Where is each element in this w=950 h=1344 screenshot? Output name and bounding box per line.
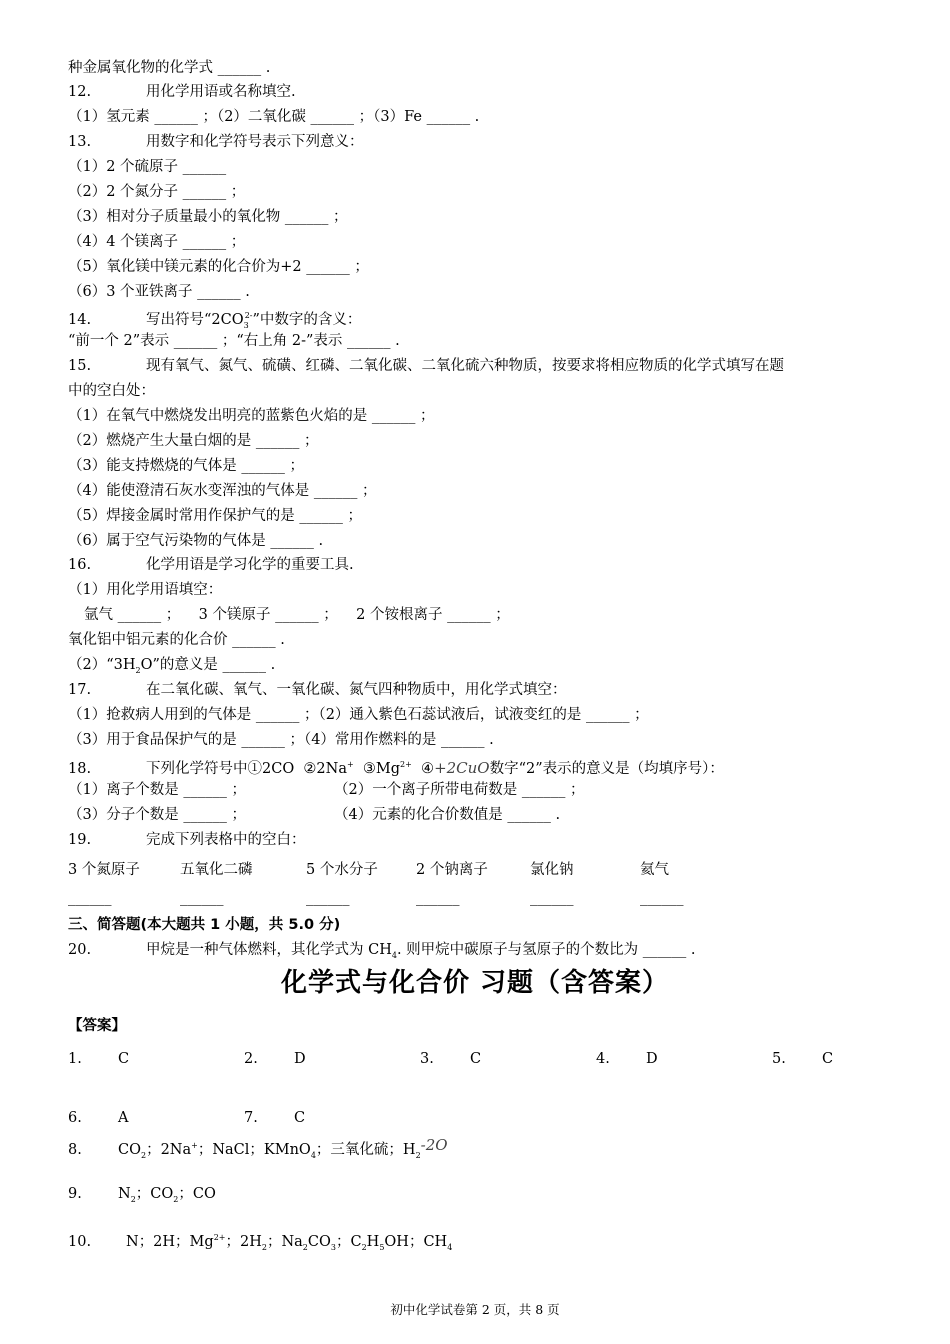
answer-value: C: [294, 1110, 306, 1126]
question-16-item-2: [68, 655, 275, 681]
question-number: 17.: [68, 682, 92, 698]
question-number: 13.: [68, 134, 92, 150]
answer-text: ；CO: [178, 1186, 216, 1202]
question-text: ④: [411, 761, 435, 777]
answer-text: ；C: [335, 1234, 362, 1250]
page-footer: 初中化学试卷第 2 页，共 8 页: [390, 1302, 560, 1317]
answer-label: 【答案】: [68, 1018, 126, 1034]
question-number: 12.: [68, 84, 92, 100]
answer-number: 2.: [244, 1051, 258, 1067]
answer-8: [68, 1136, 448, 1160]
question-13: [68, 132, 364, 152]
superscript: 2+: [213, 1233, 226, 1242]
table-blank-cell: ______: [306, 890, 350, 906]
question-text: 在二氧化碳、氧气、一氧化碳、氮气四种物质中，用化学式填空：: [146, 682, 567, 698]
question-15-text-cont: 中的空白处：: [68, 383, 155, 399]
table-header-cell: 2 个钠离子: [416, 862, 488, 878]
page-title: 化学式与化合价 习题（含答案）: [280, 968, 670, 998]
answer-value: C: [470, 1051, 482, 1067]
subscript: 2: [140, 1151, 147, 1160]
answer-number: 5.: [772, 1051, 786, 1067]
subscript: 4: [391, 951, 397, 960]
superscript: 2-: [244, 311, 253, 320]
question-17-item-1: （1）抢救病人用到的气体是 ______ ；（2）通入紫色石蕊试液后，试液变红的是 ______ ；: [68, 707, 649, 723]
question-17: [68, 680, 567, 700]
answer-number: 3.: [420, 1051, 434, 1067]
answer-value: C: [118, 1051, 130, 1067]
answer-text: ；NaCl；KMnO: [197, 1142, 311, 1158]
answer-10: [68, 1230, 452, 1252]
subscript: 2: [261, 1243, 267, 1252]
answer-value: D: [294, 1051, 306, 1067]
superscript: +: [346, 760, 354, 769]
item-text: （2）“3H: [68, 657, 136, 673]
question-18-item-1: （1）离子个数是 ______ ；: [68, 782, 246, 798]
table-header-cell: 氦气: [640, 862, 669, 878]
subscript: 2: [302, 1243, 308, 1252]
question-13-item-6: （6）3 个亚铁离子 ______ .: [68, 284, 250, 300]
answer-text: ；Na: [266, 1234, 303, 1250]
subscript: 2: [415, 1151, 421, 1160]
question-15: [68, 356, 784, 376]
answer-value: A: [118, 1110, 129, 1126]
question-16-item-1: （1）用化学用语填空：: [68, 582, 223, 598]
question-18-item-3: （3）分子个数是 ______ ；: [68, 807, 246, 823]
answer-number: 4.: [596, 1051, 610, 1067]
answer-text: ；2H: [225, 1234, 262, 1250]
question-18-item-4: （4）元素的化合价数值是 ______ .: [334, 807, 561, 823]
question-13-item-2: （2）2 个氮分子 ______ ；: [68, 184, 246, 200]
superscript: 2+: [400, 760, 412, 769]
prev-question-tail: 种金属氧化物的化学式 ______ .: [68, 60, 271, 76]
answer-text: ；2Na: [146, 1142, 192, 1158]
question-text: ”中数字的含义：: [252, 312, 362, 328]
question-text: . 则甲烷中碳原子与氢原子的个数比为 ______ .: [396, 942, 696, 958]
subscript: 3: [243, 321, 249, 330]
question-text: 数字“2”表示的意义是（均填序号）：: [489, 761, 724, 777]
answer-text: H: [366, 1234, 380, 1250]
question-12: [68, 82, 296, 102]
question-number: 18.: [68, 761, 92, 777]
question-text: 现有氧气、氮气、硫磺、红磷、二氧化碳、二氧化硫六种物质，按要求将相应物质的化学式填写在题: [146, 358, 784, 374]
item-text: O”的意义是 ______ .: [140, 657, 276, 673]
subscript: 4: [310, 1151, 316, 1160]
question-12-items: （1）氢元素 ______ ；（2）二氧化碳 ______ ；（3）Fe ______ .: [68, 109, 480, 125]
question-text: 甲烷是一种气体燃料，其化学式为 CH: [146, 942, 392, 958]
answer-text: CO: [118, 1142, 141, 1158]
subscript: 3: [330, 1243, 336, 1252]
table-blank-cell: ______: [180, 890, 224, 906]
question-13-item-4: （4）4 个镁离子 ______ ；: [68, 234, 246, 250]
question-16: [68, 555, 354, 575]
answer-number: 1.: [68, 1051, 82, 1067]
question-text: 下列化学符号中①2CO ②2Na: [146, 761, 347, 777]
answer-text: OH；CH: [384, 1234, 448, 1250]
question-16-item-1b: 氧化铝中铝元素的化合价 ______ .: [68, 632, 285, 648]
answer-text: CO: [307, 1234, 331, 1250]
answer-value: C: [822, 1051, 834, 1067]
answer-number: 8.: [68, 1142, 82, 1158]
question-16-item-1a: 氩气 ______ ； 3 个镁原子 ______ ； 2 个铵根离子 ______ ；: [84, 607, 510, 623]
question-13-item-3: （3）相对分子质量最小的氧化物 ______ ；: [68, 209, 348, 225]
question-18-item-2: （2）一个离子所带电荷数是 ______ ；: [334, 782, 585, 798]
question-18: [68, 755, 724, 779]
subscript: 2: [135, 666, 141, 675]
question-number: 16.: [68, 557, 92, 573]
question-number: 14.: [68, 312, 92, 328]
question-number: 15.: [68, 358, 92, 374]
question-15-item-4: （4）能使澄清石灰水变浑浊的气体是 ______ ；: [68, 483, 377, 499]
answer-value: D: [646, 1051, 658, 1067]
answer-number: 9.: [68, 1186, 82, 1202]
subscript: 2: [173, 1195, 179, 1204]
question-text: 化学用语是学习化学的重要工具.: [146, 557, 354, 573]
question-15-item-1: （1）在氧气中燃烧发出明亮的蓝紫色火焰的是 ______ ；: [68, 408, 435, 424]
question-number: 20.: [68, 942, 92, 958]
answer-number: 10.: [68, 1234, 92, 1250]
question-text: 用数字和化学符号表示下列意义：: [146, 134, 364, 150]
table-blank-cell: ______: [530, 890, 574, 906]
superscript: +: [191, 1141, 198, 1150]
answer-9: [68, 1182, 216, 1204]
valence-formula: -2O: [420, 1136, 448, 1154]
table-header-cell: 五氧化二磷: [180, 862, 253, 878]
table-header-cell: 氯化钠: [530, 862, 574, 878]
table-blank-cell: ______: [68, 890, 112, 906]
question-17-item-2: （3）用于食品保护气的是 ______ ；（4）常用作燃料的是 ______ .: [68, 732, 494, 748]
question-15-item-6: （6）属于空气污染物的气体是 ______ .: [68, 533, 324, 549]
table-header-cell: 5 个水分子: [306, 862, 378, 878]
subscript: 2: [361, 1243, 367, 1252]
table-blank-cell: ______: [416, 890, 460, 906]
subscript: 4: [447, 1243, 453, 1252]
question-14-items: “前一个 2”表示 ______ ；“右上角 2-”表示 ______ .: [68, 333, 400, 349]
section-heading: 三、简答题(本大题共 1 小题，共 5.0 分): [68, 917, 341, 933]
question-number: 19.: [68, 832, 92, 848]
question-15-item-3: （3）能支持燃烧的气体是 ______ ；: [68, 458, 304, 474]
answer-text: ；CO: [135, 1186, 174, 1202]
answer-number: 7.: [244, 1110, 258, 1126]
question-13-item-1: （1）2 个硫原子 ______: [68, 159, 227, 175]
answer-text: N: [118, 1186, 131, 1202]
answer-text: ；三氧化硫；H: [315, 1142, 416, 1158]
question-text: ③Mg: [353, 761, 401, 777]
table-header-cell: 3 个氮原子: [68, 862, 140, 878]
subscript: 2: [130, 1195, 136, 1204]
question-15-item-5: （5）焊接金属时常用作保护气的是 ______ ；: [68, 508, 362, 524]
subscript: 5: [379, 1243, 385, 1252]
question-text: 完成下列表格中的空白：: [146, 832, 306, 848]
question-text: 用化学用语或名称填空.: [146, 84, 296, 100]
answer-number: 6.: [68, 1110, 82, 1126]
valence-formula: +2CuO: [434, 759, 490, 777]
question-text: 写出符号“2CO: [146, 312, 244, 328]
table-blank-cell: ______: [640, 890, 684, 906]
answer-text: N；2H；Mg: [126, 1234, 214, 1250]
question-19: [68, 830, 306, 850]
question-13-item-5: （5）氧化镁中镁元素的化合价为+2 ______ ；: [68, 259, 369, 275]
question-15-item-2: （2）燃烧产生大量白烟的是 ______ ；: [68, 433, 319, 449]
